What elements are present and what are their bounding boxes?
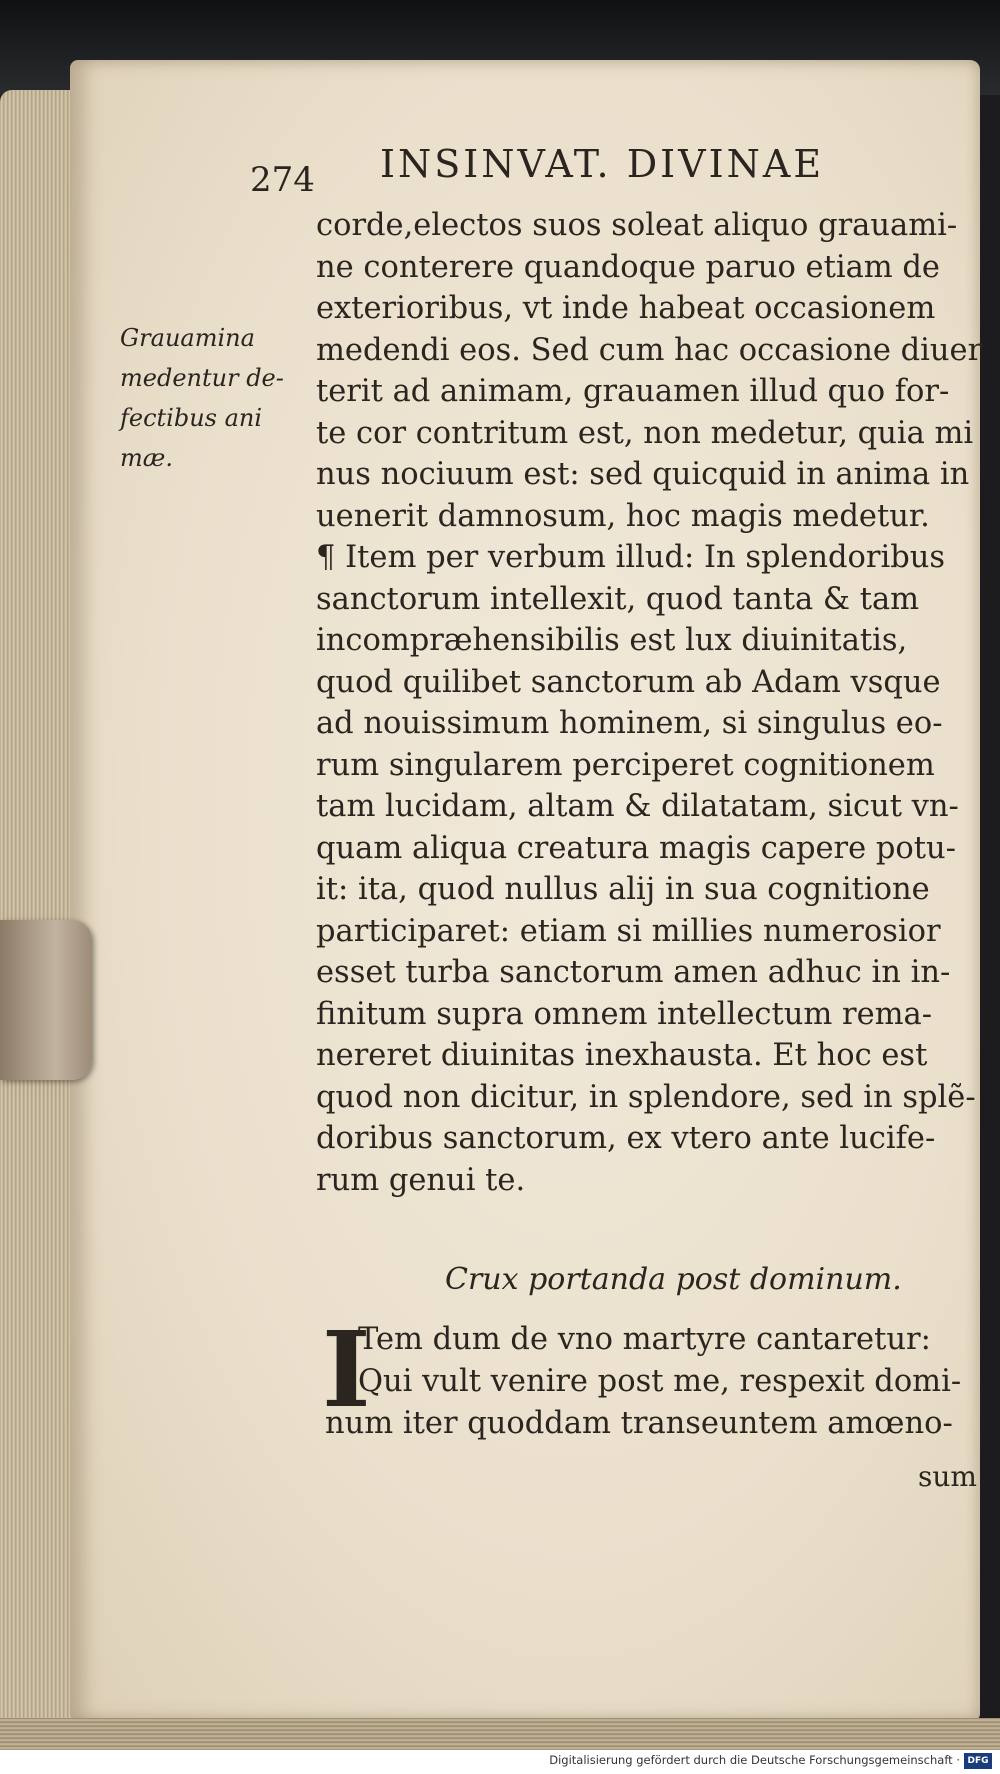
text-line: rum genui te.: [316, 1162, 526, 1198]
text-line: uenerit damnosum, hoc magis medetur.: [316, 498, 930, 534]
book-clasp: [0, 920, 92, 1080]
page-number: 274: [250, 160, 315, 200]
text-line: quam aliqua creatura magis capere potu-: [316, 830, 956, 866]
text-line: te cor contritum est, non medetur, quia mi: [316, 415, 974, 451]
footer-credit: Digitalisierung gefördert durch die Deutsche Forschungsgemeinschaft ·: [549, 1753, 960, 1767]
marginal-note-line: Grauamina: [120, 324, 255, 352]
text-line: exterioribus, vt inde habeat occasionem: [316, 291, 936, 326]
text-line: nus nociuum est: sed quicquid in anima in: [316, 457, 970, 492]
text-line: ¶ Item per verbum illud: In splendoribus: [316, 540, 946, 575]
text-line: num iter quoddam transeuntem amœno-: [325, 1406, 953, 1441]
text-line: ne conterere quandoque paruo etiam de: [316, 249, 940, 285]
text-line: Tem dum de vno martyre cantaretur:: [358, 1322, 931, 1357]
catchword: sum: [918, 1460, 977, 1493]
text-line: terit ad animam, grauamen illud quo for-: [316, 374, 950, 409]
text-line: it: ita, quod nullus alij in sua cognitione: [316, 872, 930, 907]
text-line: Qui vult venire post me, respexit domi-: [358, 1364, 962, 1399]
text-line: esset turba sanctorum amen adhuc in in-: [316, 955, 951, 990]
book-bottom-edge: [0, 1718, 1000, 1750]
body-text: [316, 205, 983, 1201]
text-line: doribus sanctorum, ex vtero ante lucife-: [316, 1121, 936, 1156]
text-line: corde,electos suos soleat aliquo grauami-: [316, 208, 958, 243]
marginal-note: [120, 318, 290, 478]
dfg-logo: DFG: [964, 1753, 992, 1769]
marginal-note-line: medentur de-: [120, 364, 284, 392]
running-head: INSINVAT. DIVINAE: [380, 142, 825, 186]
drop-initial: I: [322, 1308, 371, 1431]
text-line: nereret diuinitas inexhausta. Et hoc est: [316, 1038, 928, 1073]
text-line: sanctorum intellexit, quod tanta & tam: [316, 581, 920, 617]
text-line: tam lucidam, altam & dilatatam, sicut vn-: [316, 789, 959, 824]
marginal-note-line: mæ.: [120, 444, 173, 472]
text-line: medendi eos. Sed cum hac occasione diuer: [316, 332, 983, 368]
book-page-edges: [0, 90, 78, 1740]
text-line: ad nouissimum hominem, si singulus eo-: [316, 706, 943, 741]
text-line: rum singularem perciperet cognitionem: [316, 747, 935, 783]
text-line: quod quilibet sanctorum ab Adam vsque: [316, 664, 941, 700]
section-heading: Crux portanda post dominum.: [445, 1262, 902, 1297]
text-line: participaret: etiam si millies numerosior: [316, 913, 941, 949]
text-line: finitum supra omnem intellectum rema-: [316, 996, 933, 1032]
text-line: quod non dicitur, in splendore, sed in splẽ-: [316, 1079, 976, 1115]
marginal-note-line: fectibus ani: [120, 404, 263, 432]
text-line: incompræhensibilis est lux diuinitatis,: [316, 623, 908, 658]
